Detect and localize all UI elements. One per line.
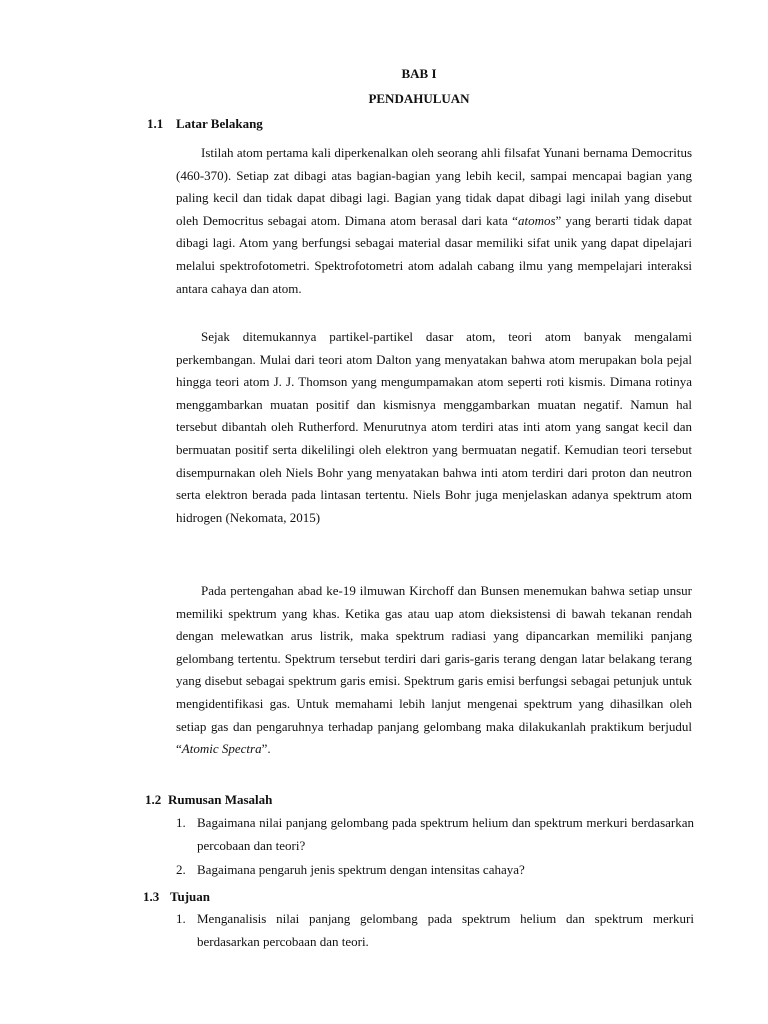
section-heading-1-1 bbox=[147, 116, 263, 132]
section-number: 1.2 bbox=[145, 792, 162, 807]
paragraph-text: ” yang berarti tidak dapat dibagi lagi. Atom yang berfungsi sebagai material dasar memiliki sifat unik yang dapat dipelajari melalui spektrofotometri. Spektrofotometri atom adalah cabang ilmu yang mempelajari interaksi antara cahaya dan atom. bbox=[176, 212, 692, 296]
list-item-text: Menganalisis nilai panjang gelombang pada spektrum helium dan spektrum merkuri berdasarkan percobaan dan teori. bbox=[197, 911, 694, 949]
list-marker: 1. bbox=[176, 911, 186, 926]
list-marker: 2. bbox=[176, 862, 186, 878]
section-number: 1.3 bbox=[143, 889, 160, 904]
list-item bbox=[176, 859, 694, 882]
list-item-text: Bagaimana nilai panjang gelombang pada spektrum helium dan spektrum merkuri berdasarkan percobaan dan teori? bbox=[197, 815, 694, 853]
paragraph-text: ”. bbox=[261, 741, 271, 757]
section-title: Latar Belakang bbox=[176, 116, 263, 131]
paragraph-text: Sejak ditemukannya partikel-partikel dasar atom, teori atom banyak mengalami perkembangan. Mulai dari teori atom Dalton yang menyatakan bahwa atom merupakan bola pejal hingga teori atom J. J. Thomson yang mengumpamakan atom seperti roti kismis. Dimana rotinya menggambarkan muatan positif dan kismisnya menggambarkan muatan negatif. Namun hal tersebut dibantah oleh Rutherford. Menurutnya atom terdiri atas inti atom yang sangat kecil dan bermuatan positif serta dikelilingi oleh elektron yang bermuatan negatif. Kemudian teori tersebut disempurnakan oleh Niels Bohr yang menyatakan bahwa inti atom terdiri dari proton dan neutron serta elektron berada pada lintasan tertentu. Niels Bohr juga menjelaskan adanya spektrum atom hidrogen (Nekomata, 2015) bbox=[176, 329, 692, 525]
italic-term: atomos bbox=[517, 212, 556, 228]
section-heading-1-3 bbox=[143, 889, 210, 905]
chapter-title: PENDAHULUAN bbox=[368, 91, 470, 106]
paragraph-text: Pada pertengahan abad ke-19 ilmuwan Kirchoff dan Bunsen menemukan bahwa setiap unsur memiliki spektrum yang khas. Ketika gas atau uap atom dieksistensi di bawah tekanan rendah dengan melewatkan arus listrik, maka spektrum radiasi yang dipancarkan memiliki panjang gelombang tertentu. Spektrum tersebut terdiri dari garis-garis terang dengan latar belakang terang yang disebut sebagai spektrum garis emisi. Spektrum garis emisi berfungsi sebagai petunjuk untuk mengidentifikasi gas. Untuk memahami lebih lanjut mengenai spektrum yang dihasilkan oleh setiap gas dan pengaruhnya terhadap panjang gelombang maka dilakukanlah praktikum berjudul “ bbox=[176, 583, 692, 757]
section-title: Tujuan bbox=[170, 889, 210, 904]
paragraph-text: Istilah atom pertama kali diperkenalkan oleh seorang ahli filsafat Yunani bernama Democritus (460-370). Setiap zat dibagi atas bagian-bagian yang lebih kecil, sampai mencapai bagian yang paling kecil dan tidak dapat dibagi lagi. Bagian yang tidak dapat dibagi lagi inilah yang disebut oleh Democritus sebagai atom. Dimana atom berasal dari kata “ bbox=[176, 145, 692, 228]
italic-term: Atomic Spectra bbox=[181, 741, 262, 757]
paragraph-2 bbox=[176, 326, 692, 529]
list-marker: 1. bbox=[176, 815, 186, 830]
section-number: 1.1 bbox=[147, 116, 164, 131]
section-heading-1-2 bbox=[145, 792, 272, 808]
paragraph-3 bbox=[176, 580, 692, 761]
list-item bbox=[176, 812, 694, 857]
list-item-text: Bagaimana pengaruh jenis spektrum dengan intensitas cahaya? bbox=[197, 862, 525, 878]
section-title: Rumusan Masalah bbox=[168, 792, 273, 807]
list-item bbox=[176, 908, 694, 953]
chapter-label: BAB I bbox=[401, 66, 437, 81]
paragraph-1 bbox=[176, 142, 692, 300]
problem-list bbox=[176, 812, 694, 884]
objective-list bbox=[176, 908, 694, 955]
